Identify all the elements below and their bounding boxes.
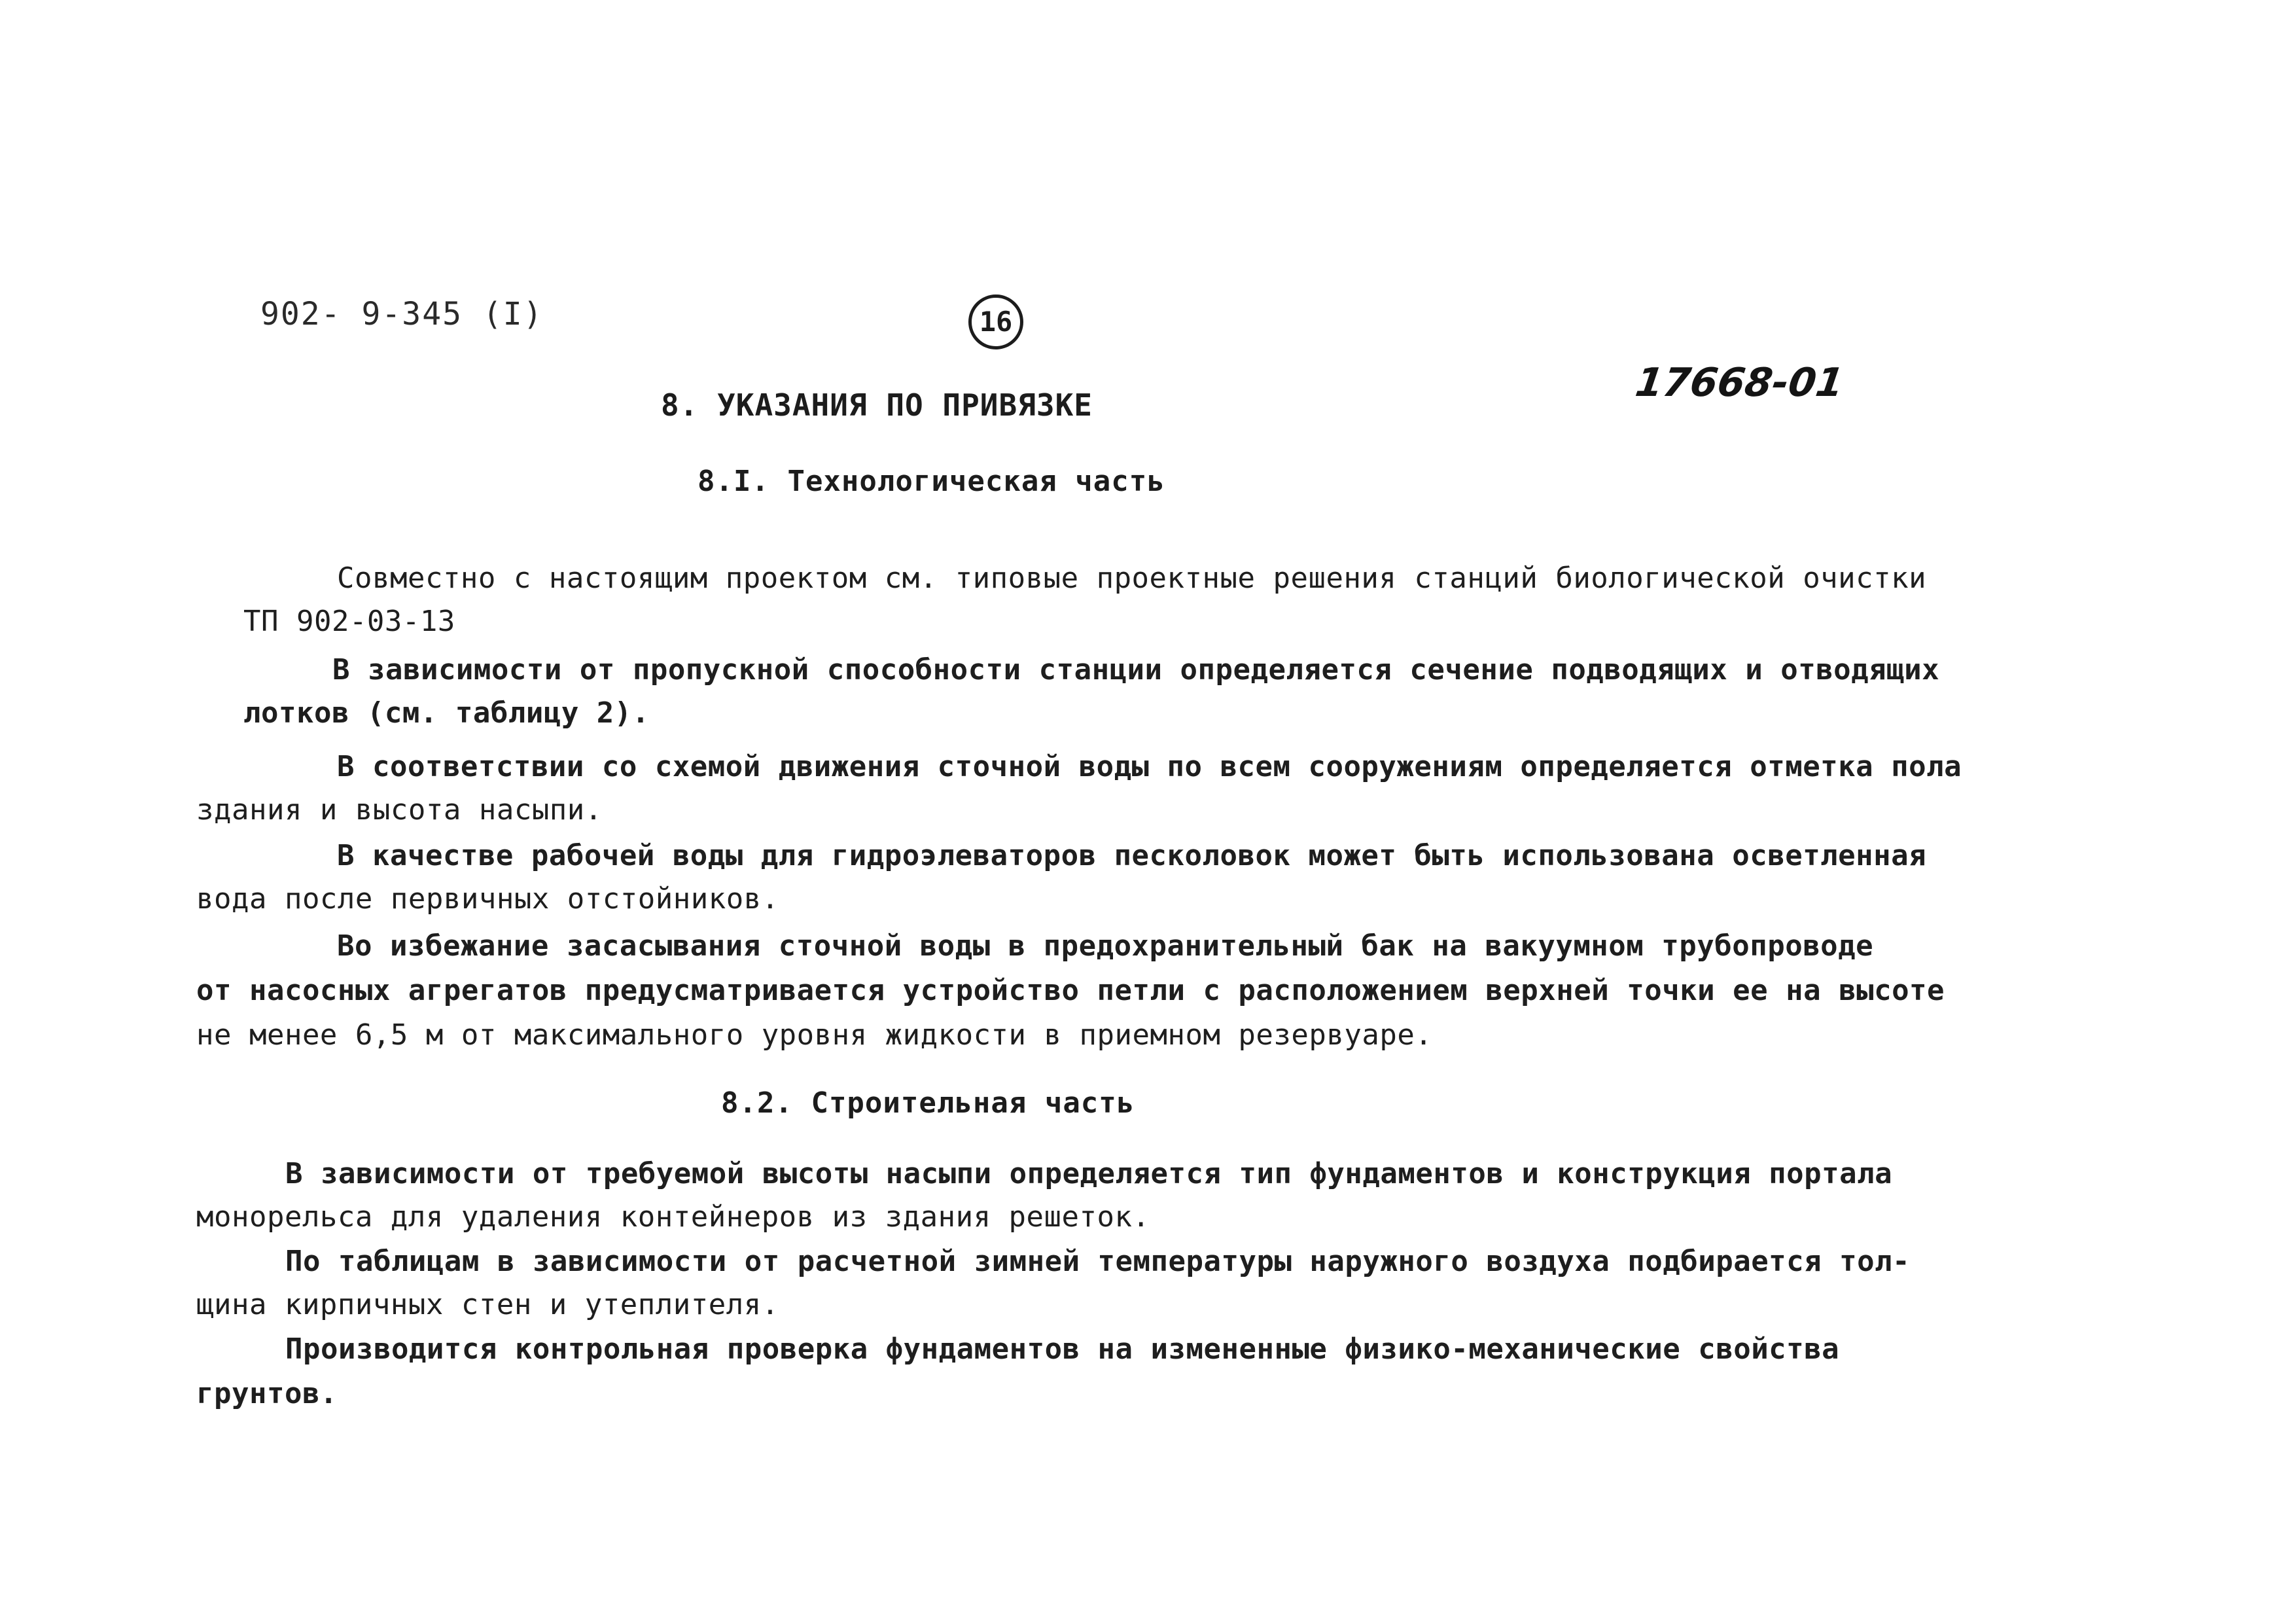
text-line: Во избежание засасывания сточной воды в предохранительный бак на вакуумном трубопроводе <box>337 929 1874 963</box>
text-line: В зависимости от требуемой высоты насыпи определяется тип фундаментов и конструкция портала <box>285 1157 1893 1190</box>
text-line: щина кирпичных стен и утеплителя. <box>196 1288 779 1321</box>
text-line: В качестве рабочей воды для гидроэлеваторов песколовок может быть использована осветленная <box>337 839 1927 872</box>
text-line: вода после первичных отстойников. <box>196 882 779 916</box>
text-line: от насосных агрегатов предусматривается устройство петли с расположением верхней точки ее на высоте <box>196 974 1945 1007</box>
section-title: 8. УКАЗАНИЯ ПО ПРИВЯЗКЕ <box>661 387 1093 423</box>
document-code: 902- 9-345 (I) <box>260 296 544 332</box>
subsection-title-construction: 8.2. Строительная часть <box>721 1086 1135 1120</box>
text-line: не менее 6,5 м от максимального уровня жидкости в приемном резервуаре. <box>196 1018 1433 1052</box>
text-line: Совместно с настоящим проектом см. типовые проектные решения станций биологической очистки <box>337 562 1927 595</box>
text-line: лотков (см. таблицу 2). <box>243 696 650 730</box>
handwritten-inventory-number: 17668-01 <box>1633 360 1847 406</box>
text-line: В соответствии со схемой движения сточной воды по всем сооружениям определяется отметка пола <box>337 750 1962 783</box>
text-line: здания и высота насыпи. <box>196 793 603 827</box>
text-line: По таблицам в зависимости от расчетной зимней температуры наружного воздуха подбирается тол- <box>285 1245 1911 1278</box>
text-line: Производится контрольная проверка фундаментов на измененные физико-механические свойства <box>285 1332 1840 1366</box>
text-line: грунтов. <box>196 1377 338 1410</box>
page-number-circle: 16 <box>968 294 1023 349</box>
text-line: монорельса для удаления контейнеров из здания решеток. <box>196 1200 1150 1234</box>
text-line: В зависимости от пропускной способности станции определяется сечение подводящих и отводящих <box>332 653 1940 687</box>
text-line: ТП 902-03-13 <box>243 605 455 638</box>
subsection-title-technological: 8.I. Технологическая часть <box>698 465 1165 498</box>
